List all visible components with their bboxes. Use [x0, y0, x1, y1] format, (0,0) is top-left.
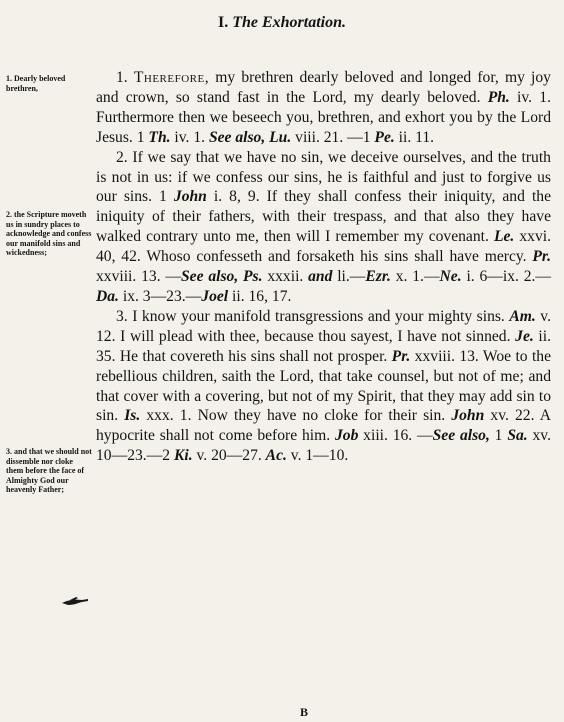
paragraph-text: i. 8, 9. If they shall confess their iniquity, and the iniquity of their fathers, with their trespass, and that also they have walked contrary unto me, then will I remember my covenant.: [96, 188, 552, 246]
scripture-reference: Pe.: [374, 128, 395, 146]
scripture-reference: See also, Lu.: [208, 128, 292, 146]
scripture-reference: Is.: [124, 407, 141, 425]
scripture-reference: Ph.: [487, 88, 510, 106]
paragraph-text: xxviii. 13. —: [96, 268, 181, 286]
paragraph-text: v. 20—27.: [192, 447, 266, 465]
scripture-reference: See also, Ps.: [181, 268, 263, 286]
scripture-reference: Pr.: [391, 347, 411, 365]
scripture-reference: Le.: [493, 228, 515, 246]
scripture-reference: Pr.: [532, 248, 551, 266]
scripture-reference: See also,: [432, 427, 490, 445]
scripture-reference: Ki.: [173, 447, 193, 465]
paragraph-number: 3.: [116, 307, 128, 325]
section-title: The Exhortation.: [232, 14, 347, 31]
paragraph-text: xxxii.: [262, 268, 309, 286]
paragraph-text: xv. 22. A hypocrite shall not come before him.: [96, 407, 551, 445]
paragraph-text: 1: [489, 427, 508, 445]
paragraph-text: iv. 1.: [170, 128, 209, 146]
pointing-hand-icon: [60, 594, 90, 608]
paragraph-text: xxvi. 40, 42. Whoso confesseth and forsaketh his sins shall have mercy.: [96, 228, 552, 266]
paragraph-text: ii. 16, 17.: [228, 287, 292, 305]
margin-note-1: 1. Dearly beloved brethren,: [6, 74, 66, 93]
paragraph-text: If we say that we have no sin, we deceive ourselves, and the truth is not in us: if we confess our sins, he is faithful and just to forgive us our sins. 1: [96, 148, 551, 206]
page-title: [0, 14, 564, 32]
paragraph-text: ix. 3—23.—: [118, 287, 202, 305]
scripture-reference: Sa.: [507, 427, 528, 445]
paragraph-lead-word: Therefore,: [133, 69, 210, 86]
paragraph-text: xxviii. 13. Woe to the rebellious children, saith the Lord, that take counsel, but not of me; and that cover with a covering, but not of my Spirit, that they may add sin to sin.: [96, 347, 552, 425]
margin-note-3: 3. and that we should not dissemble nor cloke them before the face of Almighty God our heavenly Father;: [6, 447, 92, 495]
scripture-reference: Th.: [148, 128, 171, 146]
paragraph-text: li.—: [332, 268, 366, 286]
paragraph-number: 2.: [116, 148, 128, 166]
paragraph-number: 1.: [116, 69, 128, 86]
paragraph-text: v. 1—10.: [286, 447, 349, 465]
paragraph-text: viii. 21. —1: [291, 128, 375, 146]
paragraph-text: v. 12. I will plead with thee, because thou sayest, I have not sinned.: [96, 307, 551, 345]
scripture-reference: Joel: [201, 287, 229, 305]
paragraph-text: x. 1.—: [390, 268, 440, 286]
scripture-reference: John: [451, 407, 485, 425]
paragraph-text: xxx. 1. Now they have no cloke for their sin.: [140, 407, 452, 425]
scripture-reference: Je.: [515, 327, 534, 345]
paragraph-text: i. 6—ix. 2.—: [461, 268, 552, 286]
paragraph-text: my brethren dearly beloved and longed for, my joy and crown, so stand fast in the Lord, my dearly beloved.: [96, 69, 551, 106]
paragraph-text: ii. 11.: [394, 128, 435, 146]
paragraph-text: ii. 35. He that covereth his sins shall not prosper.: [96, 327, 551, 365]
paragraph-text: I know your manifold transgressions and your mighty sins.: [132, 307, 510, 325]
paragraph-text: iv. 1. Furthermore then we beseech you, brethren, and exhort you by the Lord Jesus. 1: [96, 88, 551, 146]
paragraph-3: [96, 307, 551, 466]
paragraph-1: [96, 68, 551, 148]
scripture-reference: Am.: [509, 307, 536, 325]
signature-mark: B: [300, 705, 309, 719]
scripture-reference: John: [173, 188, 207, 206]
exhortation-text: [96, 68, 551, 466]
scripture-reference: Ac.: [265, 447, 287, 465]
scripture-reference: Ne.: [439, 268, 462, 286]
scripture-reference: Ezr.: [365, 268, 391, 286]
margin-note-2: 2. the Scripture moveth us in sundry places to acknowledge and confess our manifold sins and wickedness;: [6, 210, 92, 258]
scripture-reference: Job: [334, 427, 359, 445]
paragraph-text: xiii. 16. —: [358, 427, 433, 445]
scripture-reference: and: [308, 268, 333, 286]
section-number: I.: [217, 14, 229, 31]
paragraph-2: [96, 148, 551, 307]
paragraph-text: xv. 10—23.—2: [96, 427, 551, 465]
scripture-reference: Da.: [96, 287, 119, 305]
